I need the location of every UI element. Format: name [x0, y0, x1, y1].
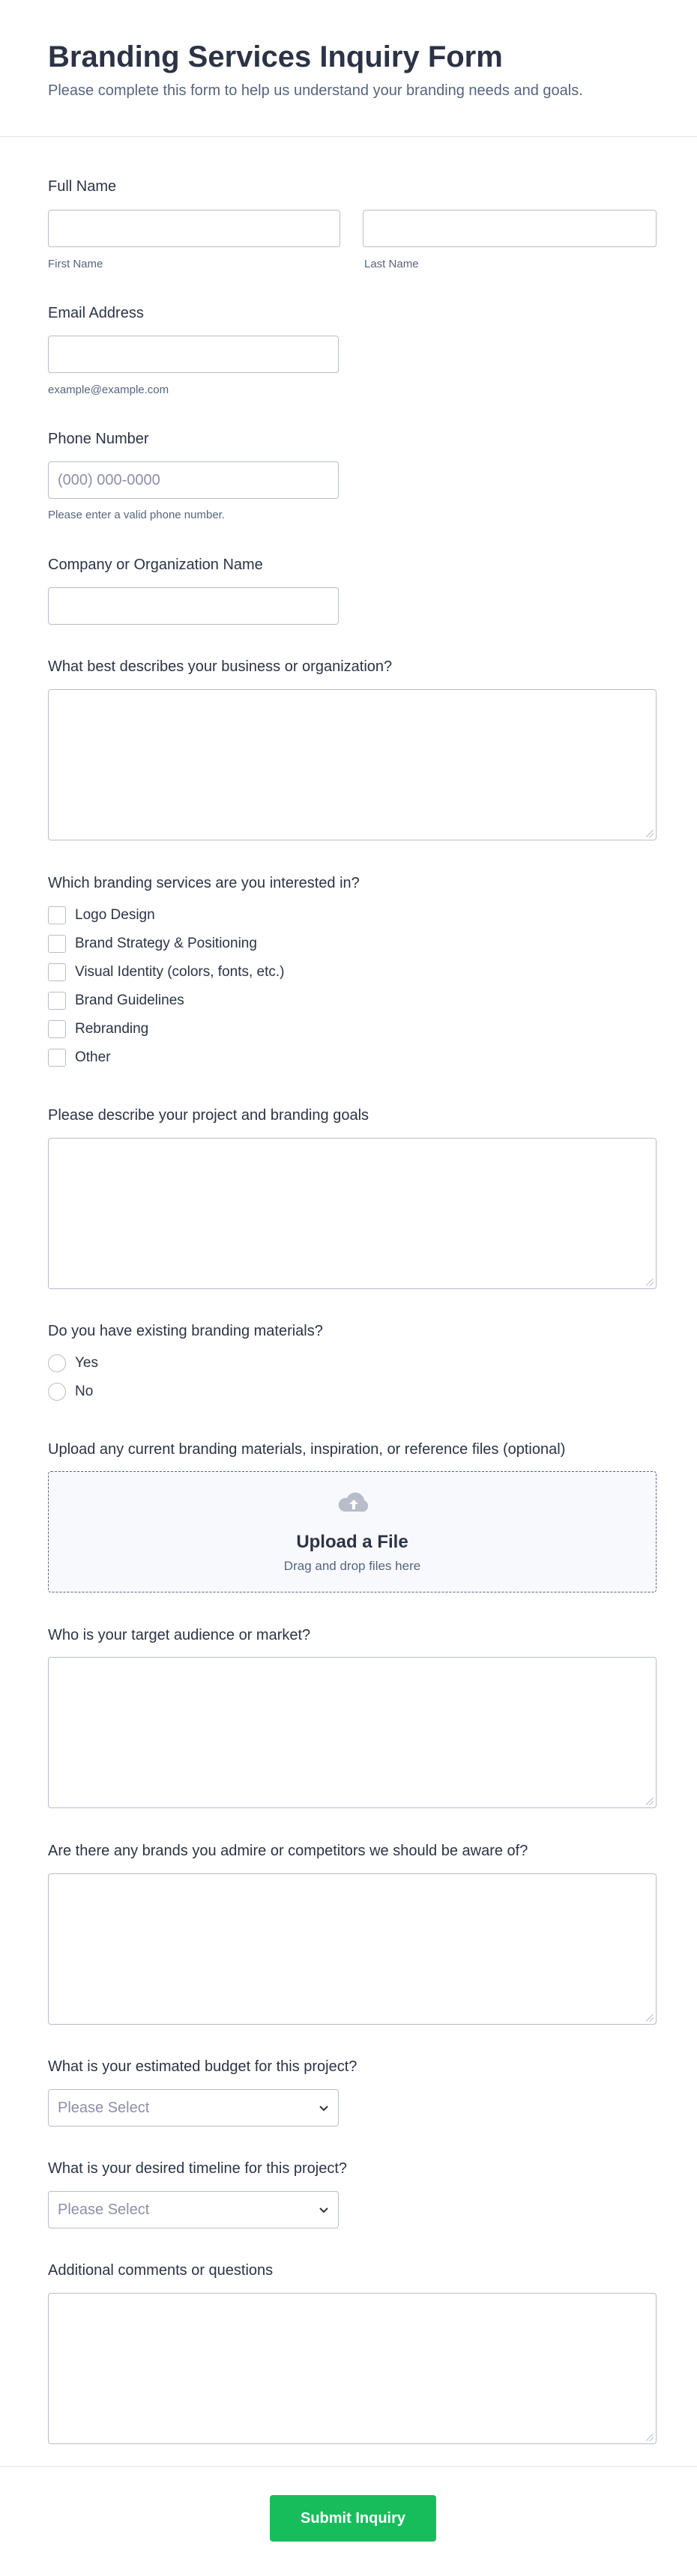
company-label: Company or Organization Name — [48, 557, 263, 573]
existing-materials-option-no[interactable] — [48, 1382, 93, 1401]
resize-grip-icon[interactable] — [646, 1798, 654, 1805]
target-audience-label: Who is your target audience or market? — [48, 1627, 311, 1643]
upload-label: Upload any current branding materials, inspiration, or reference files (optional) — [48, 1441, 566, 1458]
checkbox[interactable] — [48, 1049, 66, 1067]
services-label: Which branding services are you interested in? — [48, 875, 360, 891]
admired-brands-label: Are there any brands you admire or competitors we should be aware of? — [48, 1843, 528, 1859]
checkbox[interactable] — [48, 935, 66, 953]
option-label: Other — [75, 1049, 111, 1065]
full-name-label: Full Name — [48, 178, 117, 195]
checkbox[interactable] — [48, 992, 66, 1010]
resize-grip-icon[interactable] — [646, 830, 654, 837]
admired-brands-textarea[interactable] — [48, 1873, 657, 2025]
checkbox[interactable] — [48, 906, 66, 924]
upload-title: Upload a File — [296, 1532, 408, 1552]
budget-select[interactable] — [48, 2089, 339, 2127]
business-description-textarea[interactable] — [48, 689, 657, 840]
timeline-select-value: Please Select — [58, 2201, 150, 2218]
option-label: Rebranding — [75, 1021, 149, 1037]
phone-input[interactable] — [48, 461, 339, 499]
cloud-upload-icon — [336, 1490, 372, 1517]
email-input[interactable] — [48, 336, 339, 373]
budget-select-value: Please Select — [58, 2100, 150, 2116]
service-option-brand-strategy[interactable] — [48, 934, 257, 954]
last-name-sublabel: Last Name — [364, 258, 419, 270]
form-footer — [0, 2466, 697, 2576]
form-title: Branding Services Inquiry Form — [48, 40, 503, 73]
business-description-label: What best describes your business or organization? — [48, 658, 393, 675]
comments-textarea[interactable] — [48, 2293, 657, 2444]
checkbox[interactable] — [48, 963, 66, 981]
first-name-input[interactable] — [48, 210, 340, 247]
option-label: Yes — [75, 1355, 98, 1371]
option-label: Brand Guidelines — [75, 992, 184, 1008]
resize-grip-icon[interactable] — [646, 2014, 654, 2022]
chevron-down-icon — [319, 2103, 329, 2113]
budget-label: What is your estimated budget for this project? — [48, 2058, 357, 2075]
form-subtitle: Please complete this form to help us understand your branding needs and goals. — [48, 82, 583, 99]
form-header — [0, 0, 697, 137]
email-sublabel: example@example.com — [48, 384, 169, 396]
email-label: Email Address — [48, 305, 144, 321]
option-label: Brand Strategy & Positioning — [75, 936, 257, 951]
checkbox[interactable] — [48, 1020, 66, 1038]
timeline-select[interactable] — [48, 2191, 339, 2228]
project-goals-textarea[interactable] — [48, 1138, 657, 1289]
first-name-sublabel: First Name — [48, 258, 103, 270]
option-label: No — [75, 1384, 94, 1399]
service-option-rebranding[interactable] — [48, 1019, 148, 1039]
timeline-label: What is your desired timeline for this project? — [48, 2160, 348, 2177]
resize-grip-icon[interactable] — [646, 1279, 654, 1286]
existing-materials-label: Do you have existing branding materials? — [48, 1323, 323, 1339]
existing-materials-option-yes[interactable] — [48, 1354, 98, 1373]
project-goals-label: Please describe your project and branding goals — [48, 1107, 369, 1124]
target-audience-textarea[interactable] — [48, 1657, 657, 1808]
radio-button[interactable] — [48, 1354, 66, 1372]
option-label: Visual Identity (colors, fonts, etc.) — [75, 964, 285, 980]
upload-subtitle: Drag and drop files here — [283, 1559, 421, 1573]
phone-sublabel: Please enter a valid phone number. — [48, 509, 225, 521]
service-option-visual-identity[interactable] — [48, 963, 285, 982]
chevron-down-icon — [319, 2204, 329, 2215]
radio-button[interactable] — [48, 1383, 66, 1401]
phone-label: Phone Number — [48, 431, 149, 447]
option-label: Logo Design — [75, 907, 155, 923]
submit-inquiry-button[interactable]: Submit Inquiry — [270, 2495, 436, 2542]
company-input[interactable] — [48, 587, 339, 625]
comments-label: Additional comments or questions — [48, 2262, 274, 2279]
resize-grip-icon[interactable] — [646, 2434, 654, 2441]
service-option-brand-guidelines[interactable] — [48, 991, 184, 1010]
service-option-logo-design[interactable] — [48, 906, 155, 925]
file-upload-dropzone[interactable] — [48, 1471, 657, 1592]
last-name-input[interactable] — [363, 210, 657, 247]
service-option-other[interactable] — [48, 1048, 111, 1067]
